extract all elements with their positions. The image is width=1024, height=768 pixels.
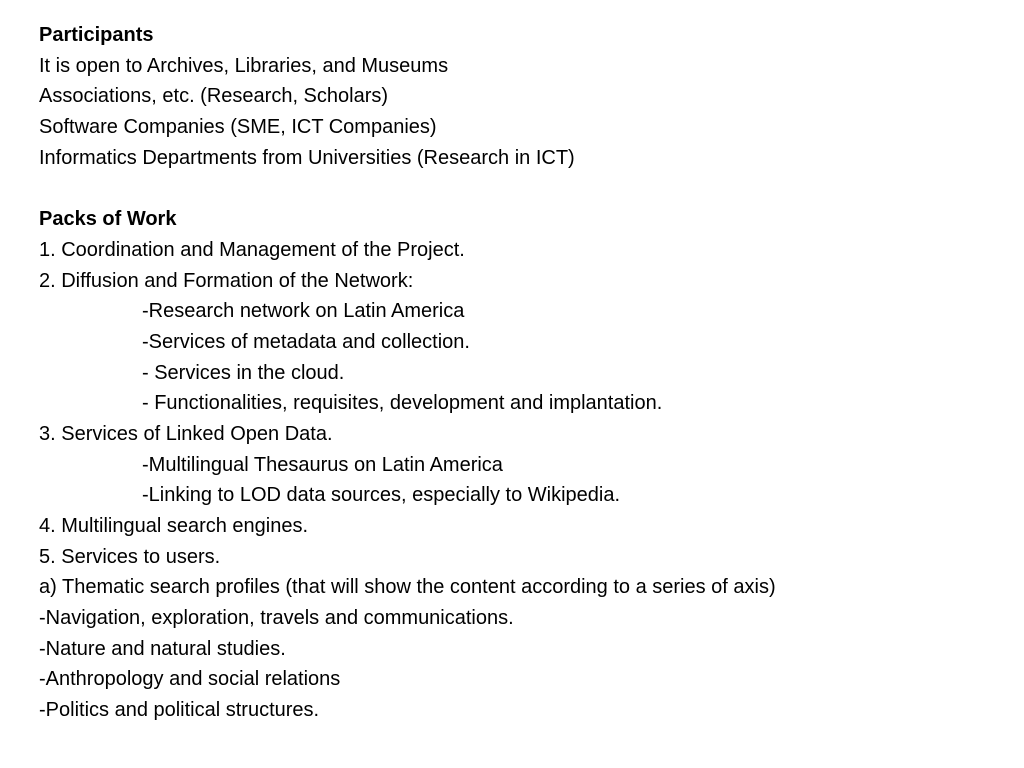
pack-item-3-subitem: -Multilingual Thesaurus on Latin America [142,453,503,476]
pack-item-2: 2. Diffusion and Formation of the Network: [39,269,414,292]
section-spacer [39,173,999,204]
pack-item-5a-subitem: -Politics and political structures. [39,699,320,722]
participants-item: Software Companies (SME, ICT Companies) [39,116,437,139]
pack-item-3: 3. Services of Linked Open Data. [39,422,333,445]
pack-item-5: 5. Services to users. [39,545,221,568]
participants-item: Informatics Departments from Universities (Research in ICT) [39,146,575,169]
pack-item-2-subitem: -Services of metadata and collection. [142,330,470,353]
pack-item-1: 1. Coordination and Management of the Project. [39,238,465,261]
participants-item: Associations, etc. (Research, Scholars) [39,85,389,108]
pack-item-2-subitem: - Functionalities, requisites, development and implantation. [142,392,663,415]
pack-item-5a-subitem: -Nature and natural studies. [39,637,286,660]
pack-item-4: 4. Multilingual search engines. [39,515,309,537]
slide-content [39,20,999,748]
pack-item-5a: a) Thematic search profiles (that will show the content according to a series of axis) [39,576,776,599]
pack-item-5a-subitem: -Navigation, exploration, travels and communications. [39,607,514,630]
participants-item: It is open to Archives, Libraries, and Museums [39,54,449,77]
pack-item-2-subitem: - Services in the cloud. [142,361,345,384]
packs-heading: Packs of Work [39,208,177,231]
pack-item-5a-subitem: -Anthropology and social relations [39,668,341,691]
pack-item-2-subitem: -Research network on Latin America [142,300,465,323]
pack-item-3-subitem: -Linking to LOD data sources, especially to Wikipedia. [142,484,621,507]
participants-heading: Participants [39,24,154,46]
